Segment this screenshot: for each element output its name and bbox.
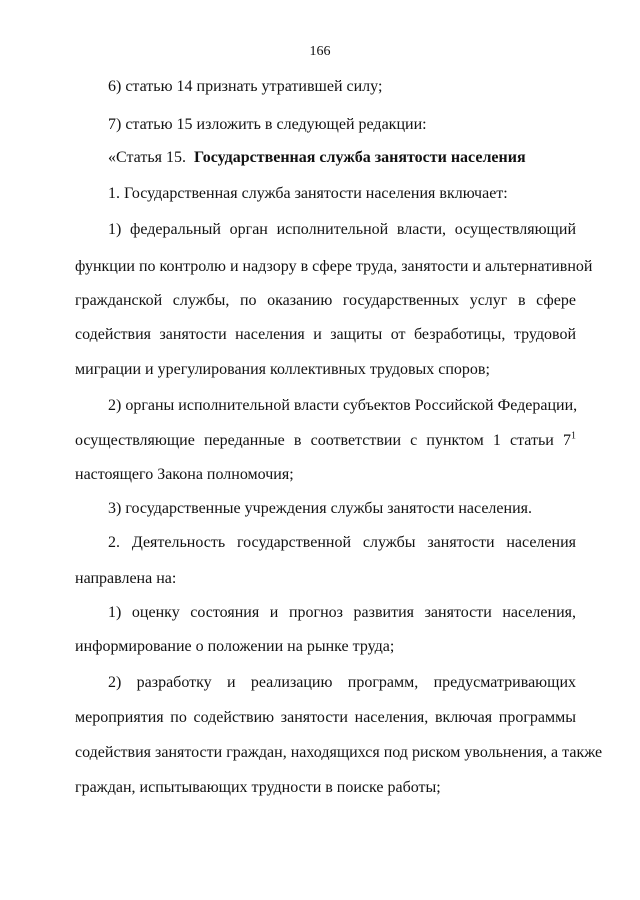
p1-s2-line-1: 2) органы исполнительной власти субъектов Российской Федерации, — [108, 397, 578, 414]
p2-intro-line-1: 2. Деятельность государственной службы занятости населения — [108, 534, 576, 551]
p2-s2-line-1: 2) разработку и реализацию программ, предусматривающих — [108, 674, 576, 691]
item-7-line: 7) статью 15 изложить в следующей редакции: — [108, 116, 427, 133]
article-heading — [108, 149, 576, 167]
item-6-line: 6) статью 14 признать утратившей силу; — [108, 78, 383, 95]
p1-s1-line-4: содействия занятости населения и защиты от безработицы, трудовой — [75, 326, 576, 343]
paragraph-1-intro: 1. Государственная служба занятости населения включает: — [108, 185, 508, 202]
p2-s2-line-2: мероприятия по содействию занятости населения, включая программы — [75, 709, 576, 726]
article-superscript: 1 — [571, 430, 576, 442]
p2-s1-line-2: информирование о положении на рынке труда; — [75, 638, 395, 655]
p1-s1-line-2: функции по контролю и надзору в сфере труда, занятости и альтернативной — [75, 258, 593, 275]
p1-s1-line-3: гражданской службы, по оказанию государственных услуг в сфере — [75, 292, 576, 309]
p2-s1-line-1: 1) оценку состояния и прогноз развития занятости населения, — [108, 604, 576, 621]
p1-s3-line: 3) государственные учреждения службы занятости населения. — [108, 500, 532, 517]
p1-s2-line-2-text: осуществляющие переданные в соответствии с пунктом 1 статьи 7 — [75, 432, 571, 449]
p1-s1-line-5: миграции и урегулирования коллективных трудовых споров; — [75, 361, 490, 378]
p1-s1-line-1: 1) федеральный орган исполнительной власти, осуществляющий — [108, 221, 576, 238]
p1-s2-line-3: настоящего Закона полномочия; — [75, 466, 294, 483]
p2-s2-line-4: граждан, испытывающих трудности в поиске работы; — [75, 779, 441, 796]
page-number: 166 — [309, 44, 331, 59]
article-title: Государственная служба занятости населения — [193, 149, 526, 166]
article-prefix: «Статья 15. — [108, 149, 186, 166]
p1-s2-line-2 — [75, 432, 576, 450]
p2-s2-line-3: содействия занятости граждан, находящихся под риском увольнения, а также — [75, 744, 603, 761]
p2-intro-line-2: направлена на: — [75, 570, 177, 587]
